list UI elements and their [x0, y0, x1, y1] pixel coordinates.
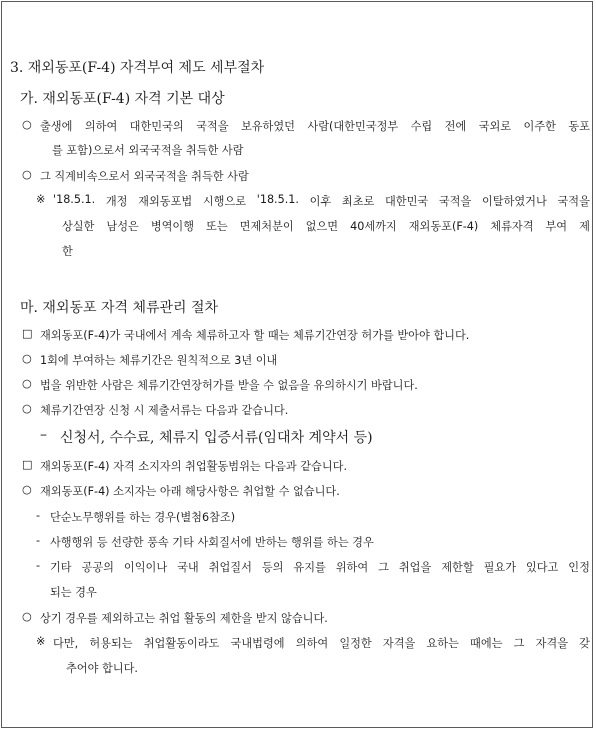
word: 기타 — [50, 561, 72, 574]
word: 의하여 — [84, 120, 118, 133]
eligibility-item-1-line-1 — [40, 118, 590, 134]
word: 취업활동이라도 — [143, 637, 220, 650]
word: 사람(대한민국정부 — [307, 120, 399, 133]
word: 재외동포법 — [138, 195, 193, 208]
bullet-circle-icon: ○ — [22, 377, 32, 390]
word: 갖 — [579, 637, 590, 650]
word: 재외동포(F-4) — [408, 220, 479, 233]
qualification-note-line-2: 추어야 합니다. — [66, 662, 138, 675]
prohibited-item-3-line-1 — [50, 559, 590, 575]
word: 다만, — [53, 637, 79, 650]
bullet-circle-icon: ○ — [22, 610, 32, 623]
word: 있다고 — [525, 561, 559, 574]
dash-bullet-icon: – — [40, 427, 47, 443]
eligibility-item-1-line-2: 를 포함)으로서 외국국적을 취득한 사람 — [52, 144, 244, 157]
word: 일정한 — [339, 637, 372, 650]
word: 개정 — [105, 195, 128, 208]
bullet-circle-icon: ○ — [22, 118, 32, 131]
square-bullet-icon: □ — [22, 458, 33, 471]
word: 전에 — [444, 120, 467, 133]
dash-bullet-icon: - — [36, 534, 41, 547]
word: 시행으로 — [202, 195, 247, 208]
word: '18.5.1. — [53, 193, 96, 206]
word: 국적을 — [438, 195, 472, 208]
word: 부여 — [545, 220, 568, 233]
word: 또는 — [206, 220, 228, 233]
word: 면제처분이 — [239, 220, 294, 233]
word: 위하여 — [335, 561, 369, 574]
word: 필요가 — [483, 561, 516, 574]
word: 국내법령에 — [230, 637, 285, 650]
word: 체류자격 — [490, 220, 534, 233]
word: 국적을 — [196, 120, 229, 133]
word: 등의 — [261, 561, 284, 574]
bullet-circle-icon: ○ — [22, 402, 32, 415]
required-docs-intro: 체류기간연장 신청 시 제출서류는 다음과 같습니다. — [40, 404, 289, 417]
word: 의하여 — [295, 637, 329, 650]
word: 없으면 — [305, 220, 339, 233]
military-note-line-3: 한 — [62, 245, 73, 258]
word: 국외로 — [478, 120, 512, 133]
word: 요하는 — [426, 637, 459, 650]
word: 수립 — [410, 120, 433, 133]
bullet-circle-icon: ○ — [22, 352, 32, 365]
word: 40세까지 — [350, 220, 397, 233]
word: 출생에 — [40, 120, 73, 133]
word: 그 — [513, 637, 525, 650]
sub-heading-ga: 가. 재외동포(F-4) 자격 기본 대상 — [20, 91, 225, 107]
word: 제 — [579, 220, 590, 233]
word: 국내 — [177, 561, 199, 574]
word: 이탈하였거나 — [481, 195, 547, 208]
prohibited-item-2: 사행행위 등 선량한 풍속 기타 사회질서에 반하는 행위를 하는 경우 — [50, 536, 374, 549]
word: 자격을 — [382, 637, 416, 650]
prohibited-item-3-line-2: 되는 경우 — [50, 586, 97, 599]
prohibited-employment-intro: 재외동포(F-4) 소지자는 아래 해당사항은 취업할 수 없습니다. — [40, 485, 340, 498]
sub-heading-ma: 마. 재외동포 자격 체류관리 절차 — [20, 300, 219, 316]
employment-scope-text: 재외동포(F-4) 자격 소지자의 취업활동범위는 다음과 같습니다. — [40, 460, 348, 473]
stay-period-text: 1회에 부여하는 체류기간은 원칙적으로 3년 이내 — [40, 354, 278, 367]
military-note-line-1 — [53, 193, 590, 209]
word: 동포 — [568, 120, 590, 133]
word: 때에는 — [470, 637, 503, 650]
word: 최초로 — [341, 195, 375, 208]
bullet-circle-icon: ○ — [22, 483, 32, 496]
word: 이후 — [309, 195, 332, 208]
word: '18.5.1. — [256, 193, 299, 206]
dash-bullet-icon: - — [36, 559, 41, 572]
extension-permit-text: 재외동포(F-4)가 국내에서 계속 체류하고자 할 때는 체류기간연장 허가를 받아야 합니다. — [40, 329, 470, 342]
reference-mark-icon: ※ — [36, 193, 46, 206]
no-restriction-text: 상기 경우를 제외하고는 취업 활동의 제한을 받지 않습니다. — [40, 612, 328, 625]
word: 허용되는 — [89, 637, 133, 650]
word: 상실한 — [62, 220, 95, 233]
word: 취업질서 — [208, 561, 252, 574]
dash-bullet-icon: - — [36, 509, 41, 522]
word: 병역이행 — [150, 220, 195, 233]
square-bullet-icon: □ — [22, 327, 33, 340]
word: 공공의 — [81, 561, 114, 574]
word: 국적을 — [557, 195, 590, 208]
word: 그 — [378, 561, 389, 574]
word: 취업을 — [398, 561, 432, 574]
word: 유지를 — [293, 561, 326, 574]
bullet-circle-icon: ○ — [22, 168, 32, 181]
word: 인정 — [568, 561, 590, 574]
word: 대한민국의 — [129, 120, 184, 133]
reference-mark-icon: ※ — [36, 635, 46, 648]
section-3-heading: 3. 재외동포(F-4) 자격부여 제도 세부절차 — [10, 60, 265, 76]
required-docs-list: 신청서, 수수료, 체류지 입증서류(임대차 계약서 등) — [60, 430, 373, 446]
word: 보유하였던 — [240, 120, 295, 133]
qualification-note-line-1 — [53, 635, 590, 651]
word: 제한할 — [441, 561, 474, 574]
prohibited-item-1: 단순노무행위를 하는 경우(별첨6참조) — [50, 511, 236, 524]
word: 남성은 — [106, 220, 139, 233]
word: 이주한 — [523, 120, 556, 133]
word: 자격을 — [535, 637, 569, 650]
violation-warning-text: 법을 위반한 사람은 체류기간연장허가를 받을 수 없음을 유의하시기 바랍니다. — [40, 379, 418, 392]
word: 이익이나 — [123, 561, 168, 574]
military-note-line-2 — [62, 218, 590, 234]
word: 대한민국 — [384, 195, 429, 208]
eligibility-item-2: 그 직계비속으로서 외국국적을 취득한 사람 — [40, 170, 249, 183]
